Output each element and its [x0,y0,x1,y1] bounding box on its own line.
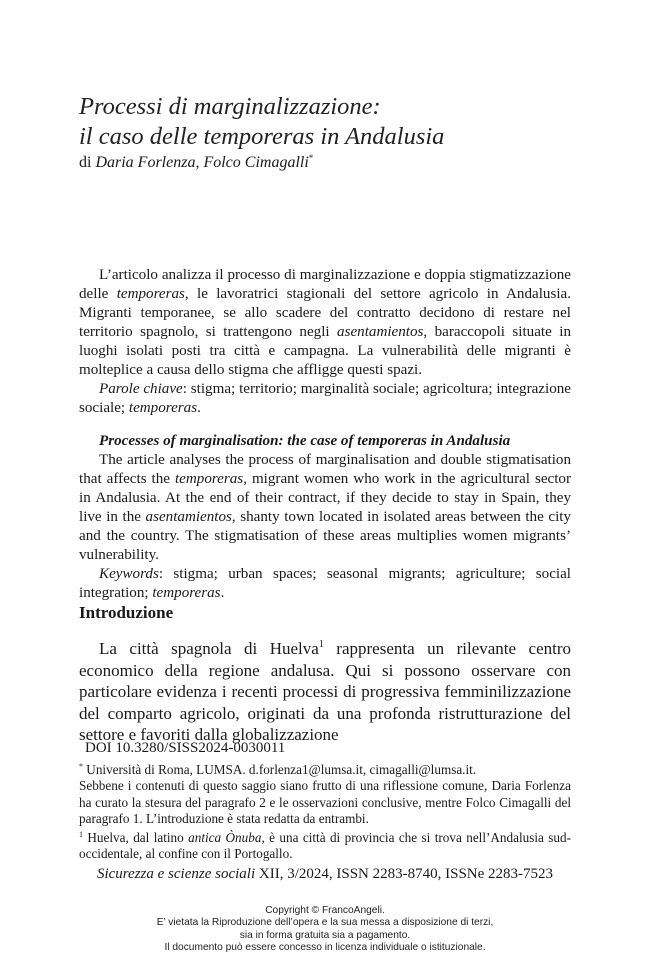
footnote-1-text-2: , è una città di provincia che si trova nell’Andalusia sud-occidentale, al confine con il Portogallo. [79,830,571,862]
footnote-1-text-1: Huelva, dal latino [83,830,189,846]
abstract-it-text-1: L’articolo analizza il processo di marginalizzazione e doppia stigmatizzazione delle [79,267,571,303]
journal-issue: XII, 3/2024, ISSN 2283-8740, ISSNe 2283-7523 [255,866,554,882]
abstract-it-paragraph [79,266,571,380]
footnote-mark-star: * [79,762,83,771]
footnote-affiliation [79,759,571,778]
copyright-line-4: Il documento può essere concesso in licenza individuale o istituzionale. [164,942,486,954]
copyright-line-2: E’ vietata la Riproduzione dell’opera e la sua messa a disposizione di terzi, [156,917,494,929]
author-prefix: di [79,154,96,171]
footnote-mark-1: 1 [79,830,83,840]
intro-text-1: La città spagnola di Huelva [99,639,319,658]
author-footnote-mark: * [308,153,314,163]
footnote-1-italic: antica Ònuba [188,830,262,846]
abstract-en-title: Processes of marginalisation: the case of temporeras in Andalusia [99,433,511,449]
keywords-en-last: temporeras [152,585,221,602]
abstract-it-term-2: asentamientos [337,324,424,341]
keywords-it-label: Parole chiave [99,381,183,398]
footnotes [79,738,571,863]
keywords-it-text: : stigma; territorio; marginalità sociale; agricoltura; integrazione sociale; [79,381,571,417]
copyright-notice [0,905,650,955]
keywords-en-label: Keywords [99,566,159,583]
author-names: Daria Forlenza, Folco Cimagalli [95,154,309,171]
abstract-en-keywords [79,565,571,603]
abstract-en-term-1: temporeras [174,471,244,488]
abstract-en-text-2: , migrant women who work in the agricultural sector in Andalusia. At the end of their contract, if they decide to stay in Spain, they live in the [79,471,572,526]
copyright-line-3: sia in forma gratuita sia a pagamento. [239,929,411,941]
abstract-italian [79,266,571,418]
abstract-en-text-3: , shanty town located in isolated areas between the city and the country. The stigmatisation of these areas multiplies women migrants’ vulnerability. [79,509,572,564]
abstract-en-term-2: asentamientos [145,509,232,526]
journal-line [79,864,571,884]
title-line-1: Processi di marginalizzazione: [79,93,381,120]
doi: DOI 10.3280/SISS2024-0030011 [85,740,286,756]
keywords-it-end: . [197,400,201,417]
intro-body [79,634,571,746]
footnote-1 [79,827,571,863]
keywords-en-text: : stigma; urban spaces; seasonal migrants; agriculture; social integration; [79,566,571,602]
copyright-line-1: Copyright © FrancoAngeli. [265,905,385,916]
intro-paragraph [79,634,571,746]
footnote-ref-1: 1 [318,639,324,650]
keywords-en-end: . [220,585,225,602]
abstract-it-term-1: temporeras [116,286,185,303]
abstract-it-keywords [79,380,571,418]
author-line [79,148,313,173]
keywords-it-last: temporeras [128,400,198,417]
abstract-it-text-2: , le lavoratrici stagionali del settore agricolo in Andalusia. Migranti temporanee, se allo scadere del contratto decidono di restare nel territorio spagnolo, si trattengono negli [79,286,571,341]
footnote-affiliation-text: Università di Roma, LUMSA. d.forlenza1@lumsa.it, cimagalli@lumsa.it. [83,762,477,777]
journal-name: Sicurezza e scienze sociali [96,866,256,882]
abstract-it-text-3: , baraccopoli situate in luoghi isolati posti tra città e campagna. La vulnerabilità delle migranti è molteplice a causa dello stigma che affligge questi spazi. [79,324,571,379]
footnote-authorship: Sebbene i contenuti di questo saggio siano frutto di una riflessione comune, Daria Forlenza ha curato la stesura del paragrafo 2 e le osservazioni conclusive, mentre Folco Cimagalli del paragrafo 1. L’introduzione è stata redatta da entrambi. [79,778,571,826]
abstract-en-text-1: The article analyses the process of marginalisation and double stigmatisation that affects the [79,452,571,488]
article-title [79,92,579,152]
abstract-en-paragraph [79,451,571,565]
intro-text-2: rappresenta un rilevante centro economico della regione andalusa. Qui si possono osservare con particolare evidenza i recenti processi di progressiva femminilizzazione del comparto agricolo, originati da una profonda ristrutturazione del settore e favoriti dalla globalizzazione [79,639,571,744]
title-line-2: il caso delle temporeras in Andalusia [79,123,445,150]
section-heading-introduzione: Introduzione [79,603,174,622]
abstract-english [79,432,571,603]
